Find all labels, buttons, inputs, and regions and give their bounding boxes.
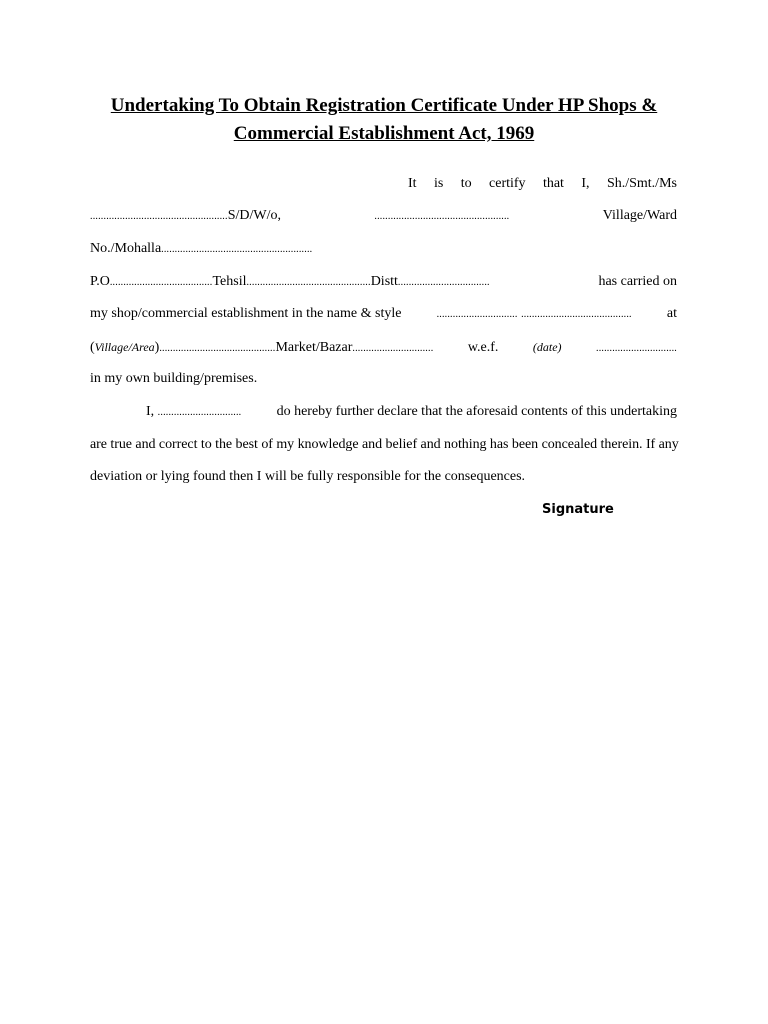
para2-line3: deviation or lying found then I will be fully responsible for the consequences.	[90, 469, 526, 484]
para1-line1	[90, 174, 677, 194]
word: that	[542, 176, 564, 191]
word: certify	[489, 176, 526, 191]
declarant-blank: ...............................	[157, 407, 242, 418]
para1-line3	[90, 239, 677, 260]
document-title	[90, 92, 678, 148]
market-blank: ..............................	[352, 343, 434, 354]
word: It	[408, 176, 417, 191]
wef-label: w.e.f.	[467, 340, 499, 355]
po-blank: ......................................	[109, 277, 213, 288]
tehsil-blank: ..............................................	[246, 277, 371, 288]
establishment-text: my shop/commercial establishment in the name & style	[90, 306, 402, 321]
title-line-1: Undertaking To Obtain Registration Certificate Under HP Shops &	[110, 95, 658, 116]
date-label: (date)	[532, 340, 562, 354]
name-blank: ...................................................	[90, 211, 228, 222]
market-label: Market/Bazar	[275, 340, 353, 355]
village-area-blank: ...........................................	[159, 343, 276, 354]
word: I,	[581, 176, 590, 191]
tehsil-label: Tehsil	[212, 274, 247, 289]
title-line-2: Commercial Establishment Act, 1969	[233, 123, 535, 144]
village-area-label: Village/Area	[94, 340, 155, 354]
para1-line5	[90, 304, 677, 325]
style-blank-1: ..............................	[436, 309, 518, 320]
open-paren: (	[90, 340, 95, 355]
para1-line4	[90, 272, 677, 293]
village-ward-label: Village/Ward	[602, 208, 677, 223]
style-blank-2: .........................................	[521, 309, 632, 320]
para2-line2: are true and correct to the best of my knowledge and belief and nothing has been concealed therein. If any	[90, 437, 679, 452]
i-text: I,	[146, 404, 155, 419]
word: is	[433, 176, 444, 191]
para1-line6	[90, 337, 677, 359]
relation-name-blank: ..................................................	[374, 211, 510, 222]
signature-label: Signature	[542, 502, 614, 517]
distt-blank: ..................................	[397, 277, 490, 288]
para2-line1	[90, 402, 677, 423]
mohalla-label: No./Mohalla	[90, 241, 162, 256]
at-text: at	[666, 306, 677, 321]
po-label: P.O	[90, 274, 110, 289]
para1-line2	[90, 206, 677, 227]
word: to	[460, 176, 472, 191]
sdwo-label: S/D/W/o,	[227, 208, 281, 223]
carried-on-text: has carried on	[598, 274, 677, 289]
para1-line7: in my own building/premises.	[90, 371, 258, 386]
mohalla-blank: ........................................................	[161, 244, 313, 255]
date-blank: ..............................	[596, 343, 677, 354]
close-paren: )	[154, 340, 160, 355]
word: Sh./Smt./Ms	[606, 176, 677, 191]
distt-label: Distt	[370, 274, 398, 289]
declare-text: do hereby further declare that the aforesaid contents of this undertaking	[276, 404, 677, 419]
